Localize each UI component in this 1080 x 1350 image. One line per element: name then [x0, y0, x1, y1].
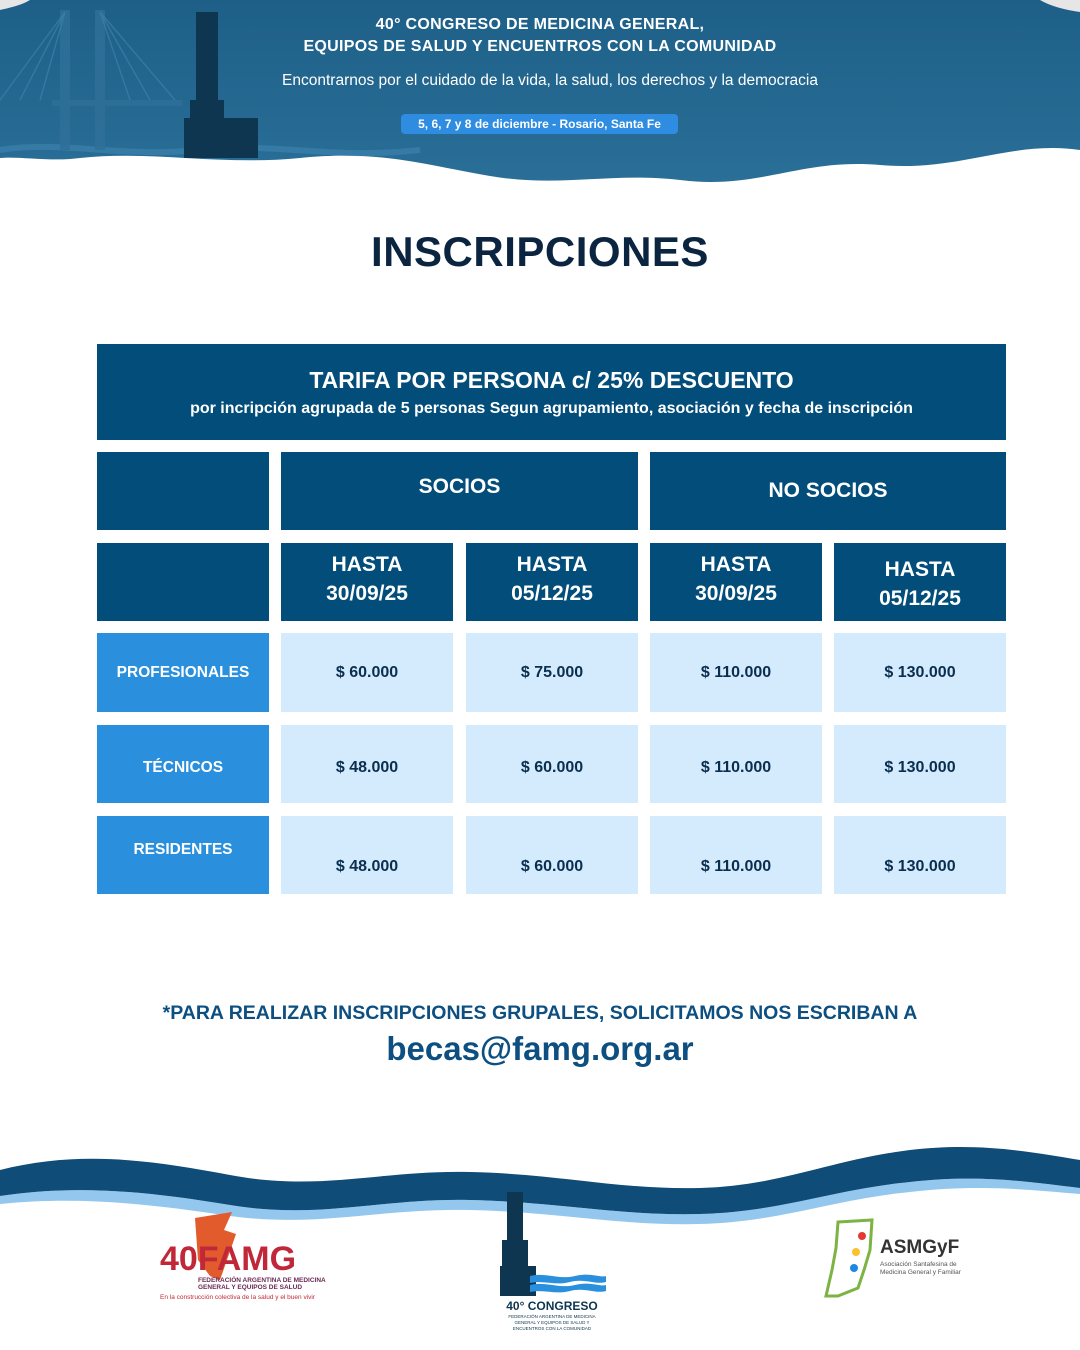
row-label-tecnicos: TÉCNICOS [97, 725, 269, 803]
price-cell: $ 130.000 [834, 725, 1006, 803]
congress-slogan: Encontrarnos por el cuidado de la vida, la salud, los derechos y la democracia [282, 72, 818, 89]
period-date: 30/09/25 [326, 582, 408, 605]
famg-logo [160, 1212, 326, 1301]
price-cell: $ 130.000 [834, 633, 1006, 712]
price-cell: $ 60.000 [466, 816, 638, 894]
period-header-nosocios-1 [650, 543, 822, 621]
asmgyf-logo [826, 1220, 962, 1296]
tariff-banner [97, 344, 1006, 440]
famg-line1: FEDERACIÓN ARGENTINA DE MEDICINA [198, 1277, 326, 1284]
page-title: INSCRIPCIONES [371, 228, 709, 275]
congress-title-line1: 40° CONGRESO DE MEDICINA GENERAL, [375, 16, 705, 33]
contact-email[interactable]: becas@famg.org.ar [386, 1030, 694, 1067]
congress-title-line2: EQUIPOS DE SALUD Y ENCUENTROS CON LA COMUNIDAD [303, 38, 777, 55]
period-date: 05/12/25 [879, 587, 961, 610]
period-date: 05/12/25 [511, 582, 593, 605]
period-label: HASTA [700, 553, 772, 576]
period-header-socios-2 [466, 543, 638, 621]
famg-mark: 40FAMG [160, 1240, 297, 1278]
tariff-banner-subtitle: por incripción agrupada de 5 personas Segun agrupamiento, asociación y fecha de inscripción [190, 399, 913, 417]
price-cell: $ 75.000 [466, 633, 638, 712]
tariff-banner-title: TARIFA POR PERSONA c/ 25% DESCUENTO [309, 366, 794, 393]
famg-tagline: En la construcción colectiva de la salud y el buen vivir [160, 1294, 315, 1301]
price-cell: $ 110.000 [650, 725, 822, 803]
congreso-line2: GENERAL Y EQUIPOS DE SALUD Y [514, 1320, 590, 1325]
congreso-title: 40° CONGRESO [506, 1299, 598, 1313]
row-label-profesionales: PROFESIONALES [97, 633, 269, 712]
asmgyf-line2: Medicina General y Familiar [880, 1269, 961, 1276]
price-cell: $ 110.000 [650, 816, 822, 894]
period-corner-cell [97, 543, 269, 621]
price-cell: $ 60.000 [466, 725, 638, 803]
header-banner [0, 0, 1080, 200]
price-cell: $ 110.000 [650, 633, 822, 712]
price-cell: $ 60.000 [281, 633, 453, 712]
row-label-residentes: RESIDENTES [97, 816, 269, 894]
group-socios: SOCIOS [281, 452, 638, 530]
price-cell: $ 48.000 [281, 816, 453, 894]
period-label: HASTA [516, 553, 588, 576]
period-header-nosocios-2 [834, 543, 1006, 621]
famg-line2: GENERAL Y EQUIPOS DE SALUD [198, 1284, 303, 1291]
group-registration-note: *PARA REALIZAR INSCRIPCIONES GRUPALES, SOLICITAMOS NOS ESCRIBAN A [162, 1002, 918, 1024]
footer-logos [0, 1130, 1080, 1350]
date-badge: 5, 6, 7 y 8 de diciembre - Rosario, Santa Fe [401, 114, 678, 134]
asmgyf-name: ASMGyF [880, 1237, 960, 1258]
congreso-line3: ENCUENTROS CON LA COMUNIDAD [512, 1326, 592, 1331]
price-cell: $ 48.000 [281, 725, 453, 803]
price-cell: $ 130.000 [834, 816, 1006, 894]
period-label: HASTA [884, 558, 956, 581]
congreso-line1: FEDERACIÓN ARGENTINA DE MEDICINA [508, 1314, 596, 1319]
period-date: 30/09/25 [695, 582, 777, 605]
table-corner-cell [97, 452, 269, 530]
group-no-socios: NO SOCIOS [650, 452, 1006, 530]
period-header-socios-1 [281, 543, 453, 621]
footer-wave [0, 1130, 1080, 1350]
period-label: HASTA [331, 553, 403, 576]
asmgyf-line1: Asociación Santafesina de [880, 1261, 957, 1268]
